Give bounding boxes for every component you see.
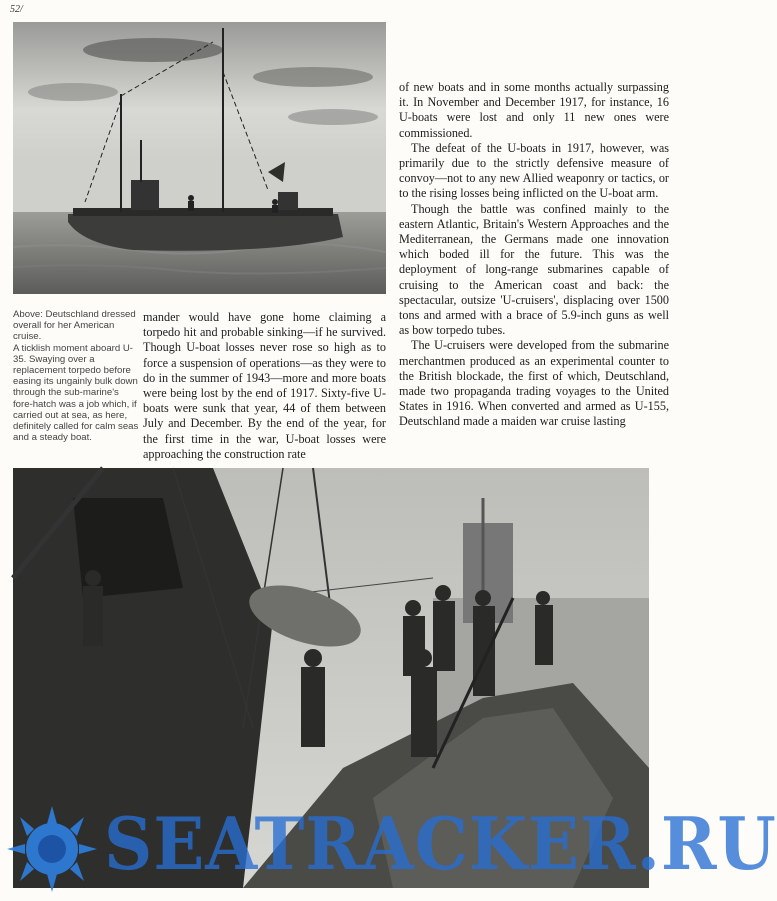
top-photo-deutschland (13, 22, 386, 294)
caption-bottom-photo: A ticklish moment aboard U-35. Swaying over a replacement torpedo before easing its ungainly bulk down through the sub-marine's fore-hatch was a job which, if carried out at sea, as here, definitely called for calm seas and a steady boat. (13, 342, 139, 444)
watermark (0, 800, 777, 900)
article-column-right (399, 80, 669, 430)
article-column-middle (143, 310, 386, 462)
article-paragraph: mander would have gone home claiming a torpedo hit and probable sinking—if he survived. Though U-boat losses never rose so high as to force a suspension of operations—as they were to do in the summer of 1943—more and more boats were being lost by the end of 1917. Sixty-five U-boats were sunk that year, 44 of them between July and December. By the end of the year, for the first time in the war, U-boat losses were approaching the construction rate (143, 310, 386, 461)
watermark-text: SEATRACKER.RU (104, 801, 777, 886)
photo-caption (13, 309, 141, 443)
page-number: 52/ (10, 4, 23, 15)
ship-wheel-logo-icon (2, 804, 102, 894)
article-paragraph: The U-cruisers were developed from the submarine merchantmen produced as an experimental counter to the British blockade, the first of which, Deutschland, made two propaganda trading voyages to the United States in 1916. When converted and armed as U-155, Deutschland made a maiden war cruise lasting (399, 338, 669, 429)
article-paragraph: The defeat of the U-boats in 1917, however, was primarily due to the strictly defensive measure of convoy—not to any new Allied weaponry or tactics, or to the rising losses being inflicted on the U-boat arm. (399, 140, 669, 201)
caption-top-photo: Above: Deutschland dressed overall for her American cruise. (13, 309, 136, 343)
article-paragraph: Though the battle was confined mainly to the eastern Atlantic, Britain's Western Approaches and the Mediterranean, the Germans made one innovation which boded ill for the future. This was the deployment of long-range submarines capable of cruising to the American coast and back: the spectacular, outsize 'U-cruisers', displacing over 1500 tons and armed with a brace of 5.9-inch guns as well as bow torpedo tubes. (399, 201, 669, 338)
article-paragraph: of new boats and in some months actually surpassing it. In November and December 1917, for instance, 16 U-boats were lost and only 11 new ones were commissioned. (399, 80, 669, 140)
